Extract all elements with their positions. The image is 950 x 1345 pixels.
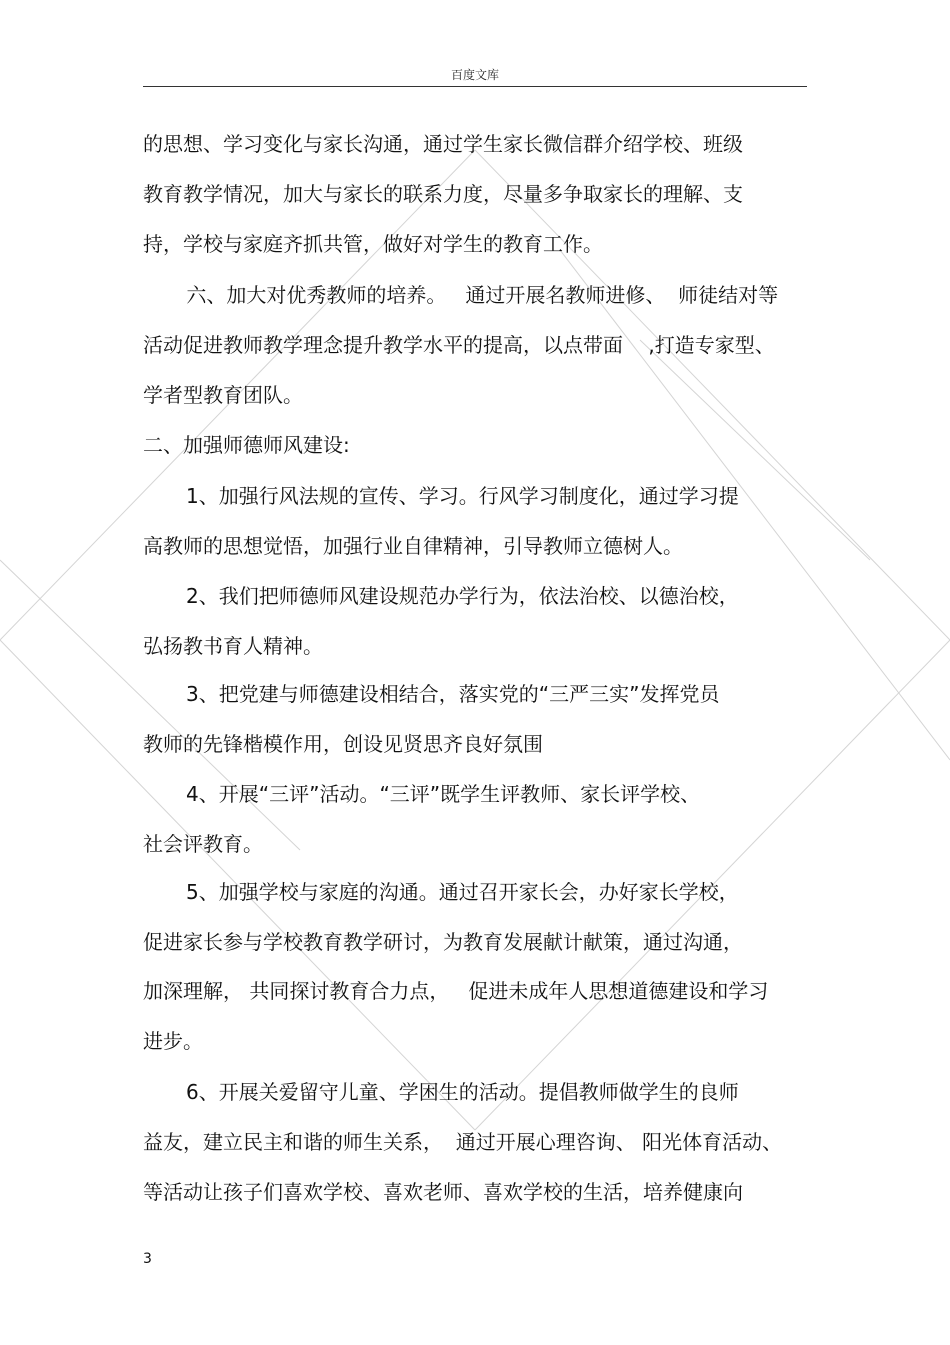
body-line: 六、加大对优秀教师的培养。 通过开展名教师进修、 师徒结对等 xyxy=(180,283,779,307)
body-line: 教师的先锋楷模作用，创设见贤思齐良好氛围 xyxy=(143,732,543,756)
body-line: 6、开展关爱留守儿童、学困生的活动。提倡教师做学生的良师 xyxy=(186,1080,739,1104)
body-line: 进步。 xyxy=(143,1029,203,1053)
body-line: 3、把党建与师德建设相结合，落实党的“三严三实”发挥党员 xyxy=(186,682,720,706)
body-line: 的思想、学习变化与家长沟通，通过学生家长微信群介绍学校、班级 xyxy=(143,132,743,156)
body-line: 等活动让孩子们喜欢学校、喜欢老师、喜欢学校的生活，培养健康向 xyxy=(143,1180,743,1204)
body-line: 弘扬教书育人精神。 xyxy=(143,634,323,658)
body-line: 2、我们把师德师风建设规范办学行为，依法治校、以德治校， xyxy=(186,584,739,608)
body-line: 教育教学情况，加大与家长的联系力度，尽量多争取家长的理解、支 xyxy=(143,182,743,206)
body-line: 4、开展“三评”活动。“三评”既学生评教师、家长评学校、 xyxy=(186,782,701,806)
body-line: 活动促进教师教学理念提升教学水平的提高，以点带面 ,打造专家型、 xyxy=(143,333,775,357)
body-line: 1、加强行风法规的宣传、学习。行风学习制度化，通过学习提 xyxy=(186,484,739,508)
body-line: 加深理解， 共同探讨教育合力点， 促进未成年人思想道德建设和学习 xyxy=(143,979,769,1003)
body-line: 5、加强学校与家庭的沟通。通过召开家长会，办好家长学校， xyxy=(186,880,739,904)
section-heading: 二、加强师德师风建设: xyxy=(143,433,350,457)
body-line: 社会评教育。 xyxy=(143,832,263,856)
body-line: 促进家长参与学校教育教学研讨，为教育发展献计献策，通过沟通， xyxy=(143,930,743,954)
header-title: 百度文库 xyxy=(450,68,499,82)
body-line: 益友，建立民主和谐的师生关系， 通过开展心理咨询、 阳光体育活动、 xyxy=(143,1130,783,1154)
page-number: 3 xyxy=(143,1251,152,1267)
header-divider xyxy=(143,86,807,87)
body-line: 持，学校与家庭齐抓共管，做好对学生的教育工作。 xyxy=(143,232,603,256)
body-line: 高教师的思想觉悟，加强行业自律精神，引导教师立德树人。 xyxy=(143,534,683,558)
body-line: 学者型教育团队。 xyxy=(143,383,303,407)
